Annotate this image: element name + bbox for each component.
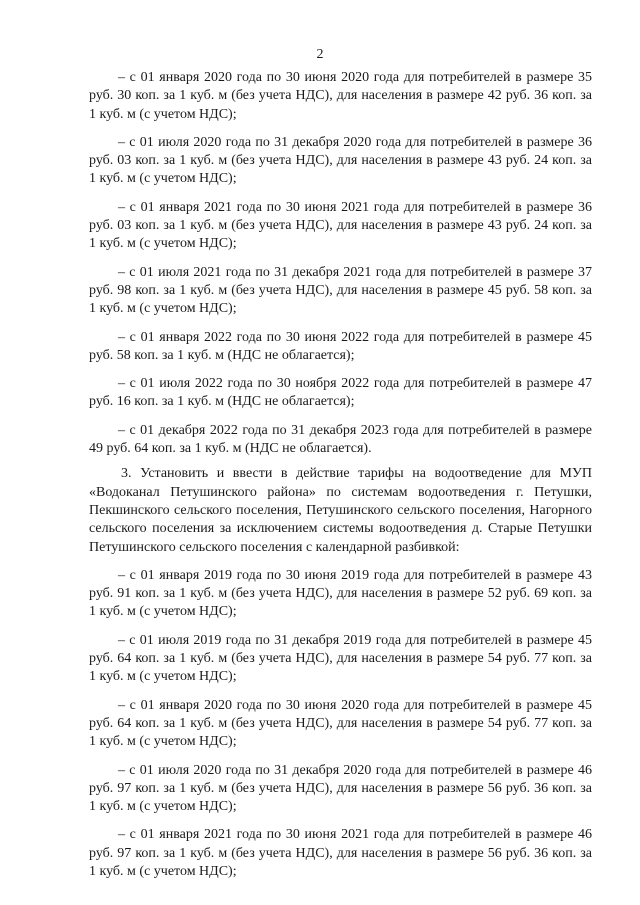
section-3-heading-paragraph: 3. Установить и ввести в действие тарифы на водоотведение для МУП «Водоканал Петушинского района» по системам водоотведения г. Петушки, Пекшинского сельского поселения, Петушинского сельского поселения, Нагорного сельского поселения за исключением системы водоотведения д. Старые Петушки Петушинского сельского поселения с календарной разбивкой:	[89, 466, 592, 555]
document-body	[89, 69, 592, 881]
tariff-item-water-2021-h2: – с 01 июля 2021 года по 31 декабря 2021 года для потребителей в размере 37 руб. 98 коп. за 1 куб. м (без учета НДС), для населения в размере 45 руб. 58 коп. за 1 куб. м (с учетом НДС);	[89, 264, 592, 317]
tariff-item-water-2022-dec-2023: – с 01 декабря 2022 года по 31 декабря 2023 года для потребителей в размере 49 руб. 64 коп. за 1 куб. м (НДС не облагается).	[89, 422, 592, 457]
tariff-item-sewer-2019-h2: – с 01 июля 2019 года по 31 декабря 2019 года для потребителей в размере 45 руб. 64 коп. за 1 куб. м (без учета НДС), для населения в размере 54 руб. 77 коп. за 1 куб. м (с учетом НДС);	[89, 632, 592, 685]
tariff-item-sewer-2020-h2: – с 01 июля 2020 года по 31 декабря 2020 года для потребителей в размере 46 руб. 97 коп. за 1 куб. м (без учета НДС), для населения в размере 56 руб. 36 коп. за 1 куб. м (с учетом НДС);	[89, 762, 592, 815]
tariff-item-sewer-2019-h1: – с 01 января 2019 года по 30 июня 2019 года для потребителей в размере 43 руб. 91 коп. за 1 куб. м (без учета НДС), для населения в размере 52 руб. 69 коп. за 1 куб. м (с учетом НДС);	[89, 567, 592, 620]
tariff-item-water-2022-h1: – с 01 января 2022 года по 30 июня 2022 года для потребителей в размере 45 руб. 58 коп. за 1 куб. м (НДС не облагается);	[89, 329, 592, 363]
tariff-item-sewer-2021-h1: – с 01 января 2021 года по 30 июня 2021 года для потребителей в размере 46 руб. 97 коп. за 1 куб. м (без учета НДС), для населения в размере 56 руб. 36 коп. за 1 куб. м (с учетом НДС);	[89, 827, 592, 879]
tariff-item-water-2020-h1: – с 01 января 2020 года по 30 июня 2020 года для потребителей в размере 35 руб. 30 коп. за 1 куб. м (без учета НДС), для населения в размере 42 руб. 36 коп. за 1 куб. м (с учетом НДС);	[89, 70, 592, 122]
tariff-item-water-2021-h1: – с 01 января 2021 года по 30 июня 2021 года для потребителей в размере 36 руб. 03 коп. за 1 куб. м (без учета НДС), для населения в размере 43 руб. 24 коп. за 1 куб. м (с учетом НДС);	[89, 199, 592, 252]
tariff-item-sewer-2020-h1: – с 01 января 2020 года по 30 июня 2020 года для потребителей в размере 45 руб. 64 коп. за 1 куб. м (без учета НДС), для населения в размере 54 руб. 77 коп. за 1 куб. м (с учетом НДС);	[89, 697, 592, 750]
tariff-item-water-2020-h2: – с 01 июля 2020 года по 31 декабря 2020 года для потребителей в размере 36 руб. 03 коп. за 1 куб. м (без учета НДС), для населения в размере 43 руб. 24 коп. за 1 куб. м (с учетом НДС);	[89, 134, 592, 187]
tariff-item-water-2022-jul-nov: – с 01 июля 2022 года по 30 ноября 2022 года для потребителей в размере 47 руб. 16 коп. за 1 куб. м (НДС не облагается);	[89, 376, 592, 410]
page-number: 2	[316, 47, 324, 62]
